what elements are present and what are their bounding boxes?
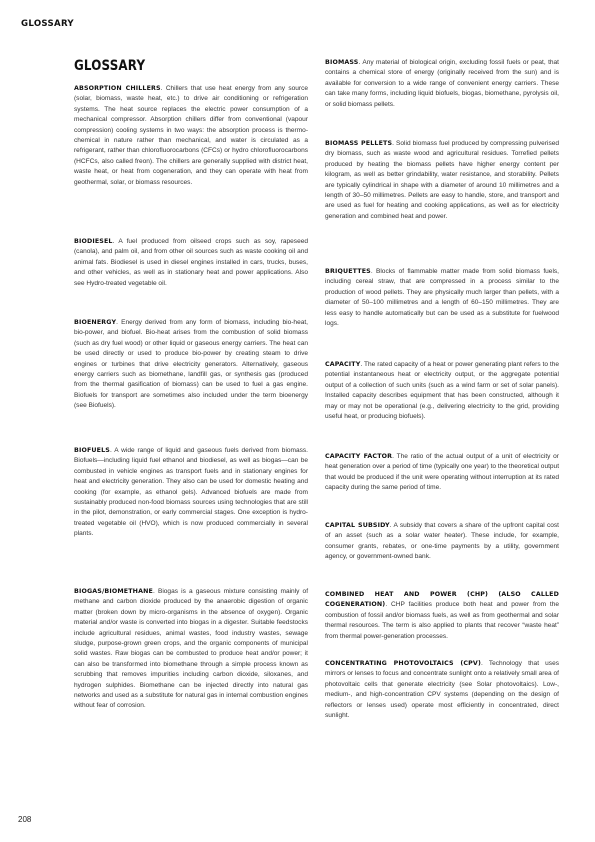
entry-definition: Solid biomass fuel produced by compressing pulverised dry biomass, such as waste wood and agricultural residues. Torrefied pellets produced by heating the biomass pellets have higher energy content per kilogram, as well as better grindability, water resistance, and storability. Pellets are typically cylindrical in shape with a diameter of around 10 millimetres and a length of 30–50 millimetres. Pellets are easy to handle, store, and transport and are used as fuel for heating and cooking applications, as well as for electricity generation and combined heat and power. — [325, 140, 560, 220]
entry-definition: Chillers that use heat energy from any source (solar, biomass, waste heat, etc.) to drive air conditioning or refrigeration systems. The heat source replaces the electric power consumption of a mechanical compressor. Absorption chillers differ from conventional (vapour compression) cooling systems in two ways: the absorption process is thermo-chemical in nature rather than mechanical, and water is circulated as a refrigerant, rather than chlorofluorocarbons (CFCs) or hydro chlorofluorocarbons (HCFCs, also called freon). The chillers are generally supplied with district heat, waste heat, or heat from cogeneration, and they can operate with heat from geothermal, solar, or biomass resources. — [74, 85, 308, 186]
entry-definition: The ratio of the actual output of a unit of electricity or heat generation over a period of time (typically one year) to the theoretical output that would be produced if the unit were operating without interruption at its rated capacity during the same period of time. — [325, 453, 560, 492]
entry-term: CONCENTRATING PHOTOVOLTAICS (CPV) — [325, 660, 481, 667]
entry-term: CAPACITY — [325, 361, 361, 368]
entry-definition: A subsidy that covers a share of the upfront capital cost of an asset (such as a solar water heater). These include, for example, consumer grants, rebates, or one-time payments by a utility, government agency, or government-owned bank. — [325, 522, 559, 561]
glossary-entry: BIOENERGY. Energy derived from any form of biomass, including bio-heat, bio-power, and biofuel. Bio-heat arises from the combustion of solid biomass (such as dry fuel wood) or other liquid or gaseous energy carriers. The heat can be used directly or used to produce bio-power by creating steam to drive engines or turbines that drive electricity generators. Alternatively, gaseous energy carriers such as biomethane, landfill gas, or synthesis gas (produced from the thermal gasification of biomass) can be used to fuel a gas engine. Biofuels for transport are sometimes also included under the term bioenergy (see Biofuels). — [74, 319, 308, 410]
entry-definition: Any material of biological origin, excluding fossil fuels or peat, that contains a chemical store of energy (originally received from the sun) and is available for conversion to a wide range of convenient energy carriers. These can take many forms, including liquid biofuels, biogas, biomethane, pyrolysis oil, or solid biomass pellets. — [325, 59, 559, 108]
entry-definition: Biogas is a gaseous mixture consisting mainly of methane and carbon dioxide produced by the anaerobic digestion of organic matter (broken down by micro-organisms in the absence of oxygen). Organic material and/or waste is converted into biogas in a digester. Suitable feedstocks include agricultural residues, animal wastes, food industry wastes, sewage sludge, purpose-grown green crops, and the organic components of municipal solid wastes. Raw biogas can be combusted to produce heat and/or power; it can also be transformed into biomethane through a simple process known as scrubbing that removes impurities including carbon dioxide, siloxanes, and hydrogen sulphides. Biomethane can be injected directly into natural gas networks and used as a substitute for natural gas in internal combustion engines without fear of corrosion. — [74, 588, 309, 710]
glossary-entry: CAPITAL SUBSIDY. A subsidy that covers a share of the upfront capital cost of an asset (such as a solar water heater). These include, for example, consumer grants, rebates, or one-time payments by a utility, government agency, or government-owned bank. — [325, 522, 559, 561]
entry-term: BIOMASS — [325, 59, 359, 66]
entry-term: BIOMASS PELLETS — [325, 140, 393, 147]
glossary-entry: ABSORPTION CHILLERS. Chillers that use heat energy from any source (solar, biomass, waste heat, etc.) to drive air conditioning or refrigeration systems. The heat source replaces the electric power consumption of a mechanical compressor. Absorption chillers differ from conventional (vapour compression) cooling systems in two ways: the absorption process is thermo-chemical in nature rather than mechanical, and water is circulated as a refrigerant, rather than chlorofluorocarbons (CFCs) or hydro chlorofluorocarbons (HCFCs, also called freon). The chillers are generally supplied with district heat, waste heat, or heat from cogeneration, and they can operate with heat from geothermal, solar, or biomass resources. — [74, 85, 308, 186]
glossary-entry: BIOFUELS. A wide range of liquid and gaseous fuels derived from biomass. Biofuels—including liquid fuel ethanol and biodiesel, as well as biogas—can be combusted in vehicle engines as transport fuels and in stationary engines for heat and electricity generation. They also can be used for domestic heating and cooking (for example, as ethanol gels). Advanced biofuels are made from sustainably produced non-food biomass sources using technologies that are still in the pilot, demonstration, or early commercial stages. One exception is hydro-treated vegetable oil (HVO), which is now produced commercially in several plants. — [74, 447, 308, 538]
entry-term: BIOENERGY — [74, 319, 117, 326]
glossary-entry: BIOGAS/BIOMETHANE. Biogas is a gaseous mixture consisting mainly of methane and carbon dioxide produced by the anaerobic digestion of organic matter (broken down by micro-organisms in the absence of oxygen). Organic material and/or waste is converted into biogas in a digester. Suitable feedstocks include agricultural residues, animal wastes, food industry wastes, sewage sludge, purpose-grown green crops, and the organic components of municipal solid wastes. Raw biogas can be combusted to produce heat and/or power; it can also be transformed into biomethane through a simple process known as scrubbing that removes impurities including carbon dioxide, siloxanes, and hydrogen sulphides. Biomethane can be injected directly into natural gas networks and used as a substitute for natural gas in internal combustion engines without fear of corrosion. — [74, 588, 309, 710]
entry-term: BIOFUELS — [74, 447, 110, 454]
glossary-entry: BRIQUETTES. Blocks of flammable matter made from solid biomass fuels, including cereal straw, that are compressed in a process similar to the production of wood pellets. They are physically much larger than pellets, with a diameter of 50–100 millimetres and a length of 60–150 millimetres. They are less easy to handle automatically but can be used as a substitute for fuelwood logs. — [325, 268, 559, 328]
entry-term: CAPITAL SUBSIDY — [325, 522, 390, 529]
page-title: GLOSSARY — [74, 58, 146, 74]
entry-term: BRIQUETTES — [325, 268, 371, 275]
glossary-entry: CAPACITY. The rated capacity of a heat or power generating plant refers to the potential instantaneous heat or electricity output, or the aggregate potential output of a collection of such units (such as a wind farm or set of solar panels). Installed capacity describes equipment that has been constructed, although it may or may not be operational (e.g., delivering electricity to the grid, providing useful heat, or producing biofuels). — [325, 361, 559, 421]
entry-term: BIODIESEL — [74, 238, 113, 245]
glossary-entry: CONCENTRATING PHOTOVOLTAICS (CPV). Technology that uses mirrors or lenses to focus and concentrate sunlight onto a relatively small area of photovoltaic cells that generate electricity (see Solar photovoltaics). Low-, medium-, and high-concentration CPV systems (depending on the design of reflectors or lenses used) operate most efficiently in concentrated, direct sunlight. — [325, 660, 559, 720]
glossary-entry: BIOMASS PELLETS. Solid biomass fuel produced by compressing pulverised dry biomass, such as waste wood and agricultural residues. Torrefied pellets produced by heating the biomass pellets have higher energy content per kilogram, as well as better grindability, water resistance, and storability. Pellets are typically cylindrical in shape with a diameter of around 10 millimetres and a length of 30–50 millimetres. Pellets are easy to handle, store, and transport and are used as fuel for heating and cooking applications, as well as for electricity generation and combined heat and power. — [325, 140, 560, 220]
entry-definition: Technology that uses mirrors or lenses to focus and concentrate sunlight onto a relatively small area of photovoltaic cells that generate electricity (see Solar photovoltaics). Low-, medium-, and high-concentration CPV systems (depending on the design of reflectors or lenses used) operate most efficiently in concentrated, direct sunlight. — [325, 660, 559, 720]
entry-term: ABSORPTION CHILLERS — [74, 85, 161, 92]
entry-definition: Energy derived from any form of biomass, including bio-heat, bio-power, and biofuel. Bio-heat arises from the combustion of solid biomass (such as dry fuel wood) or other liquid or gaseous energy carriers. The heat can be used directly or used to produce bio-power by creating steam to drive engines or turbines that drive electricity generators. Alternatively, gaseous energy carriers such as biomethane, landfill gas, or synthesis gas (produced from the thermal gasification of biomass) can be used to fuel a gas engine. Biofuels for transport are sometimes also included under the term bioenergy (see Biofuels). — [74, 319, 308, 410]
entry-definition: CHP facilities produce both heat and power from the combustion of fossil and/or biomass fuels, as well as from geothermal and solar thermal resources. The term is also applied to plants that recover “waste heat” from thermal power-generation processes. — [325, 601, 559, 640]
page-number: 208 — [18, 815, 32, 824]
entry-definition: A fuel produced from oilseed crops such as soy, rapeseed (canola), and palm oil, and from other oil sources such as waste cooking oil and animal fats. Biodiesel is used in diesel engines installed in cars, trucks, buses, and other vehicles, as well as in stationary heat and power applications. Also see Hydro-treated vegetable oil. — [74, 238, 308, 287]
glossary-entry: BIODIESEL. A fuel produced from oilseed crops such as soy, rapeseed (canola), and palm oil, and from other oil sources such as waste cooking oil and animal fats. Biodiesel is used in diesel engines installed in cars, trucks, buses, and other vehicles, as well as in stationary heat and power applications. Also see Hydro-treated vegetable oil. — [74, 238, 308, 287]
glossary-entry: BIOMASS. Any material of biological origin, excluding fossil fuels or peat, that contains a chemical store of energy (originally received from the sun) and is available for conversion to a wide range of convenient energy carriers. These can take many forms, including liquid biofuels, biogas, biomethane, pyrolysis oil, or solid biomass pellets. — [325, 59, 559, 108]
entry-term: CAPACITY FACTOR — [325, 453, 393, 460]
glossary-entry: CAPACITY FACTOR. The ratio of the actual output of a unit of electricity or heat generation over a period of time (typically one year) to the theoretical output that would be produced if the unit were operating without interruption at its rated capacity during the same period of time. — [325, 453, 560, 492]
glossary-entry: COMBINED HEAT AND POWER (CHP) (ALSO CALLED COGENERATION). CHP facilities produce both heat and power from the combustion of fossil and/or biomass fuels, as well as from geothermal and solar thermal resources. The term is also applied to plants that recover “waste heat” from thermal power-generation processes. — [325, 591, 559, 640]
entry-term: BIOGAS/BIOMETHANE — [74, 588, 153, 595]
entry-term: COMBINED HEAT AND POWER (CHP) (ALSO CALLED COGENERATION) — [325, 591, 559, 609]
entry-definition: The rated capacity of a heat or power generating plant refers to the potential instantaneous heat or electricity output, or the aggregate potential output of a collection of such units (such as a wind farm or set of solar panels). Installed capacity describes equipment that has been constructed, although it may or may not be operational (e.g., delivering electricity to the grid, providing useful heat, or producing biofuels). — [325, 361, 559, 421]
entry-definition: A wide range of liquid and gaseous fuels derived from biomass. Biofuels—including liquid fuel ethanol and biodiesel, as well as biogas—can be combusted in vehicle engines as transport fuels and in stationary engines for heat and electricity generation. They also can be used for domestic heating and cooking (for example, as ethanol gels). Advanced biofuels are made from sustainably produced non-food biomass sources using technologies that are still in the pilot, demonstration, or early commercial stages. One exception is hydro-treated vegetable oil (HVO), which is now produced commercially in several plants. — [74, 447, 308, 538]
entry-definition: Blocks of flammable matter made from solid biomass fuels, including cereal straw, that are compressed in a process similar to the production of wood pellets. They are physically much larger than pellets, with a diameter of 50–100 millimetres and a length of 60–150 millimetres. They are less easy to handle automatically but can be used as a substitute for fuelwood logs. — [325, 268, 559, 328]
running-head: GLOSSARY — [21, 19, 74, 29]
